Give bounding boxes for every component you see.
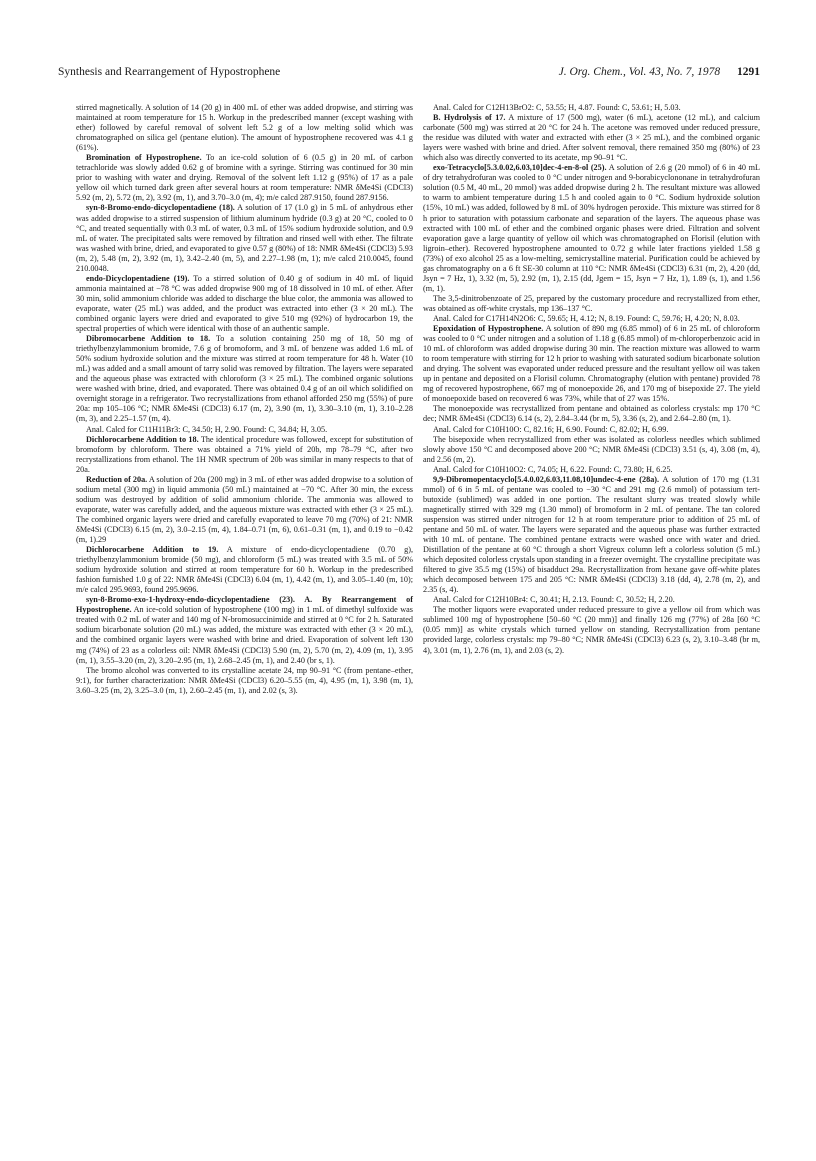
paragraph-text: Anal. Calcd for C10H10O2: C, 74.05; H, 6.22. Found: C, 73.80; H, 6.25. [433, 464, 673, 474]
section-heading: Epoxidation of Hypostrophene. [433, 324, 544, 334]
paragraph [423, 294, 760, 314]
paragraph [423, 113, 760, 163]
paragraph [423, 103, 760, 113]
paragraph-text: A solution of 890 mg (6.85 mmol) of 6 in 25 mL of chloroform was cooled to 0 °C under nitrogen and a solution of 1.18 g (6.85 mmol) of m-chloroperbenzoic acid in 10 mL of chloroform was added dropwise during 30 min. The reaction mixture was allowed to warm to room temperature with stirring for 12 h prior to washing with saturated sodium bicarbonate solution and drying. The solvent was evaporated under reduced pressure and the resultant yellow oil was taken up in pentane and deposited on a Florisil column. Chromatography (elution with pentane) provided 78 mg of recovered hypostrophene, 667 mg of monoepoxide 26, and 170 mg of bisepoxide 27. The yield of monoepoxide based on recovered 6 was 73%, while that of 27 was 15%. [423, 324, 761, 404]
paragraph [76, 595, 413, 665]
paragraph-text: A mixture of 17 (500 mg), water (6 mL), acetone (12 mL), and calcium carbonate (500 mg) was stirred at 20 °C for 24 h. The acetone was removed under reduced pressure, the residue was diluted with water and extracted with ether (3 × 25 mL), and the combined organic layers were washed with brine and dried. After solvent removal, there remained 350 mg (80%) of 23 which also was directly converted to its acetate, mp 90–91 °C. [423, 113, 760, 163]
paragraph-text: A solution of 2.6 g (20 mmol) of 6 in 40 mL of dry tetrahydrofuran was cooled to 0 °C under nitrogen and 9-borabicyclononane in tetrahydrofuran solution (0.5 M, 40 mL, 20 mmol) was added dropwise during 2 h. The resultant mixture was allowed to warm to ambient temperature during 1.5 h and cooled again to 0 °C. Sodium hydroxide solution (15%, 10 mL) was added, followed by 8 mL of 30% hydrogen peroxide. This mixture was stirred for 8 h prior to saturation with potassium carbonate and separation of the layers. The aqueous phase was extracted with 100 mL of ether and the combined organic phases were dried. Filtration and solvent evaporation gave a large quantity of yellow oil which was chromatographed on Florisil (elution with ligroin–ether). Recovered hypostrophene amounted to 0.72 g while later fractions yielded 1.58 g (73%) of exo alcohol 25 as a low-melting, semicrystalline material. Purification could be achieved by gas chromatography on a 6 ft SE-30 column at 110 °C: NMR δMe4Si (CDCl3) 6.31 (m, 2), 4.20 (dd, Jsyn = 7 Hz, 1), 3.32 (m, 5), 2.92 (m, 1), 2.15 (dd, Jgem = 15, Jsyn = 7 Hz, 1), 1.89 (s, 1), and 1.56 (m, 1). [423, 163, 761, 293]
paragraph [76, 435, 413, 475]
paragraph [423, 314, 760, 324]
section-heading: Dichlorocarbene Addition to 19. [86, 545, 219, 555]
section-heading: Bromination of Hypostrophene. [86, 153, 202, 163]
section-heading: syn-8-Bromo-exo-1-hydroxy-endo-dicyclopentadiene (23). A. By Rearrangement of Hypostrophene. [76, 595, 413, 615]
section-heading: Reduction of 20a. [86, 474, 148, 484]
paragraph-text: An ice-cold solution of hypostrophene (100 mg) in 1 mL of dimethyl sulfoxide was treated with 0.2 mL of water and 140 mg of N-bromosuccinimide and stirred at 0 °C for 2 h. Saturated sodium bicarbonate solution (20 mL) was added, the mixture was extracted with ether (3 × 20 mL), and the combined organic layers were washed with brine and dried. Evaporation of solvent left 130 mg (74%) of 23 as a colorless oil: NMR δMe4Si (CDCl3) 5.90 (m, 2), 5.70 (m, 2), 4.09 (m, 1), 3.95 (m, 1), 3.55–3.20 (m, 2), 3.20–2.95 (m, 1), 2.68–2.45 (m, 1), and 2.40 (br s, 1). [76, 605, 413, 665]
paragraph-text: To a solution containing 250 mg of 18, 50 mg of triethylbenzylammonium bromide, 7.6 g of bromoform, and 3 mL of benzene was added 1.6 mL of 50% sodium hydroxide solution and the mixture was stirred at room temperature for 48 h. Water (10 mL) was added and a small amount of tarry solid was removed by filtration. The layers were separated and the aqueous phase was extracted with chloroform (3 × 25 mL). The combined organic solutions were washed with brine, dried, and evaporated. There was obtained 0.4 g of an oil which solidified on overnight storage in a refrigerator. Two recrystallizations from ethanol afforded 250 mg (55%) of pure 20a: mp 105–106 °C; NMR δMe4Si (CDCl3) 6.17 (m, 2), 3.90 (m, 1), 3.30–3.10 (m, 1), 3.10–2.28 (m, 3), and 2.25–1.57 (m, 4). [76, 334, 413, 424]
paragraph [423, 605, 760, 655]
left-column [76, 103, 413, 696]
journal-name: J. Org. Chem., Vol. 43, No. 7, 1978 [558, 66, 721, 78]
paragraph-text: The bisepoxide when recrystallized from ether was isolated as colorless needles which sublimed slowly above 150 °C and decomposed above 200 °C; NMR δMe4Si (CDCl3) 3.51 (s, 4), 3.08 (m, 4), and 2.56 (m, 2). [423, 434, 760, 464]
paragraph [423, 163, 760, 294]
section-heading: B. Hydrolysis of 17. [433, 113, 506, 123]
paragraph [76, 425, 413, 435]
paragraph-text: A solution of 170 mg (1.31 mmol) of 6 in 5 mL of pentane was cooled to −30 °C and 291 mg (2.6 mmol) of potassium tert-butoxide (sublimed) was added in one portion. The resultant slurry was treated slowly while magnetically stirred with 329 mg (1.30 mmol) of bromoform in 2 mL of pentane. The tan colored suspension was stirred under nitrogen for 12 h at room temperature prior to addition of 25 mL of pentane and 50 mL of water. The layers were separated and the aqueous phase was further extracted with 10 mL of pentane. The combined pentane extracts were washed once with water and dried. Distillation of the pentane at 60 °C through a short Vigreux column left a colorless solution (5 mL) which deposited colorless crystals upon standing in a freezer overnight. The crystalline precipitate was filtered to give 35.5 mg (15%) of bisadduct 29a. Recrystallization from hexane gave off-white plates which decomposed between 175 and 205 °C: NMR δMe4Si (CDCl3) 3.18 (dd, 4), 2.78 (m, 2), and 2.35 (s, 4). [423, 474, 760, 595]
paragraph [423, 435, 760, 465]
right-column [423, 103, 760, 656]
paragraph-text: stirred magnetically. A solution of 14 (20 g) in 400 mL of ether was added dropwise, and stirring was maintained at room temperature for 15 h. Workup in the predescribed manner (except washing with ether) followed by careful removal of solvent left 5.2 g of a low melting solid which was chromatographed on silica gel (pentane elution). The amount of hypostrophene recovered was 4.1 g (61%). [76, 103, 413, 153]
paragraph [423, 475, 760, 596]
paragraph-text: The monoepoxide was recrystallized from pentane and obtained as colorless crystals: mp 170 °C dec; NMR δMe4Si (CDCl3) 6.14 (s, 2), 2.84–3.44 (br m, 5), 3.36 (s, 2), and 2.64–2.80 (m, 1). [423, 404, 760, 424]
paragraph-text: The mother liquors were evaporated under reduced pressure to give a yellow oil from which was sublimed 100 mg of hypostrophene [50–60 °C (20 mm)] and finally 126 mg (77%) of 28a [60 °C (0.05 mm)] as white crystals which turned yellow on standing. Recrystallization from pentane provided large, colorless crystals: mp 79–80 °C; NMR δMe4Si (CDCl3) 6.23 (s, 2), 3.10–3.48 (br m, 4), 3.01 (m, 1), 2.76 (m, 1), and 2.03 (s, 2). [423, 605, 760, 655]
page-number: 1291 [737, 66, 760, 78]
paragraph [76, 334, 413, 424]
paragraph-text: The 3,5-dinitrobenzoate of 25, prepared by the customary procedure and recrystallized from ether, was obtained as off-white crystals, mp 136–137 °C. [423, 293, 760, 313]
paragraph [76, 103, 413, 153]
paragraph [423, 465, 760, 475]
paragraph-text: A solution of 20a (200 mg) in 3 mL of ether was added dropwise to a solution of sodium metal (300 mg) in liquid ammonia (50 mL) maintained at −70 °C. After 30 min, the excess sodium was destroyed by addition of solid ammonium chloride. The ammonia was allowed to evaporate, water was carefully added, and the aqueous mixture was extracted with ether (3 × 25 mL). The combined organic layers were dried and carefully evaporated to leave 70 mg (70%) of 21: NMR δMe4Si (CDCl3) 6.15 (m, 2), 3.0–2.15 (m, 4), 1.84–0.71 (m, 6), 0.61–0.31 (m, 1), and 0.19 to −0.42 (m, 1).29 [76, 474, 413, 545]
paragraph-text: Anal. Calcd for C12H13BrO2: C, 53.55; H, 4.87. Found: C, 53.61; H, 5.03. [433, 103, 681, 112]
section-heading: Dichlorocarbene Addition to 18. [86, 434, 199, 444]
paragraph [76, 545, 413, 595]
paragraph-text: A mixture of endo-dicyclopentadiene (0.70 g), triethylbenzylammonium bromide (50 mg), and chloroform (5 mL) was treated with 3.5 mL of 50% sodium hydroxide solution and stirred at room temperature for 60 h. Workup in the predescribed fashion furnished 1.0 g of 22: NMR δMe4Si (CDCl3) 6.04 (m, 1), 4.42 (m, 1), and 3.05–1.40 (m, 10); m/e calcd 295.9693, found 295.9696. [76, 545, 413, 595]
paragraph-text: Anal. Calcd for C10H10O: C, 82.16; H, 6.90. Found: C, 82.02; H, 6.99. [433, 424, 669, 434]
paragraph [423, 404, 760, 424]
paragraph [423, 425, 760, 435]
section-heading: endo-Dicyclopentadiene (19). [86, 273, 190, 283]
paragraph [423, 324, 760, 404]
paragraph-text: The bromo alcohol was converted to its crystalline acetate 24, mp 90–91 °C (from pentane–ether, 9:1), for further characterization: NMR δMe4Si (CDCl3) 6.20–5.55 (m, 4), 4.95 (m, 1), 3.98 (m, 1), 3.60–3.25 (m, 2), 3.25–3.0 (m, 1), 2.60–2.45 (m, 1), and 2.02 (s, 3). [76, 665, 413, 695]
section-heading: syn-8-Bromo-endo-dicyclopentadiene (18). [86, 203, 235, 213]
paragraph-text: Anal. Calcd for C17H14N2O6: C, 59.65; H, 4.12; N, 8.19. Found: C, 59.76; H, 4.20; N, 8.03. [433, 313, 740, 323]
paragraph-text: To a stirred solution of 0.40 g of sodium in 40 mL of liquid ammonia maintained at −78 °C was added dropwise 900 mg of 18 dissolved in 10 mL of ether. After 30 min, solid ammonium chloride was added to discharge the blue color, the ammonia was allowed to evaporate, water (25 mL) was added, and the product was extracted into ether (3 × 20 mL). The combined organic layers were dried and evaporated to give 510 mg (92%) of hydrocarbon 19, the spectral properties of which were identical with those of an authentic sample. [76, 273, 413, 334]
paragraph-text: Anal. Calcd for C11H11Br3: C, 34.50; H, 2.90. Found: C, 34.84; H, 3.05. [86, 424, 328, 434]
page-header [58, 66, 760, 88]
paragraph [76, 274, 413, 334]
paragraph-text: The identical procedure was followed, except for substitution of bromoform by chloroform. There was obtained a 71% yield of 20b, mp 78–79 °C, after two recrystallizations from ethanol. The 1H NMR spectrum of 20b was similar in many respects to that of 20a. [76, 434, 413, 474]
paragraph-text: A solution of 17 (1.0 g) in 5 mL of anhydrous ether was added dropwise to a stirred suspension of lithium aluminum hydride (0.3 g) at 20 °C, cooled to 0 °C, and treated sequentially with 0.3 mL of water, 0.3 mL of 15% sodium hydroxide solution, and 0.9 mL of water. The precipitated salts were removed by filtration and rinsed well with ether. The filtrate was washed with brine, dried, and evaporated to give 0.57 g (80%) of 18: NMR δMe4Si (CDCl3) 5.93 (m, 2), 5.48 (m, 2), 3.92 (m, 1), 3.42–2.40 (m, 5), and 2.27–1.98 (m, 1); m/e calcd 210.0045, found 210.0048. [76, 203, 413, 273]
section-heading: 9,9-Dibromopentacyclo[5.4.0.02,6.03,11.08,10]undec-4-ene (28a). [433, 474, 660, 484]
paragraph-text: To an ice-cold solution of 6 (0.5 g) in 20 mL of carbon tetrachloride was slowly added 0.62 g of bromine with a syringe. Stirring was continued for 30 min prior to washing with water and drying. Removal of the solvent left 1.12 g (95%) of 17 as a pale yellow oil which turned dark green after several hours at room temperature: NMR δMe4Si (CDCl3) 5.92 (m, 2), 5.72 (m, 2), 3.92 (m, 1), and 3.70–3.0 (m, 4); m/e calcd 287.9150, found 287.9156. [76, 153, 413, 203]
paragraph [76, 666, 413, 696]
paragraph-text: Anal. Calcd for C12H10Br4: C, 30.41; H, 2.13. Found: C, 30.52; H, 2.20. [433, 595, 675, 605]
paragraph [76, 203, 413, 273]
journal-citation [559, 66, 760, 78]
paragraph [76, 475, 413, 545]
running-title: Synthesis and Rearrangement of Hypostrophene [58, 66, 281, 78]
section-heading: exo-Tetracyclo[5.3.0.02,6.03,10]dec-4-en-8-ol (25). [433, 163, 607, 173]
section-heading: Dibromocarbene Addition to 18. [86, 334, 211, 344]
paragraph [76, 153, 413, 203]
paragraph [423, 595, 760, 605]
